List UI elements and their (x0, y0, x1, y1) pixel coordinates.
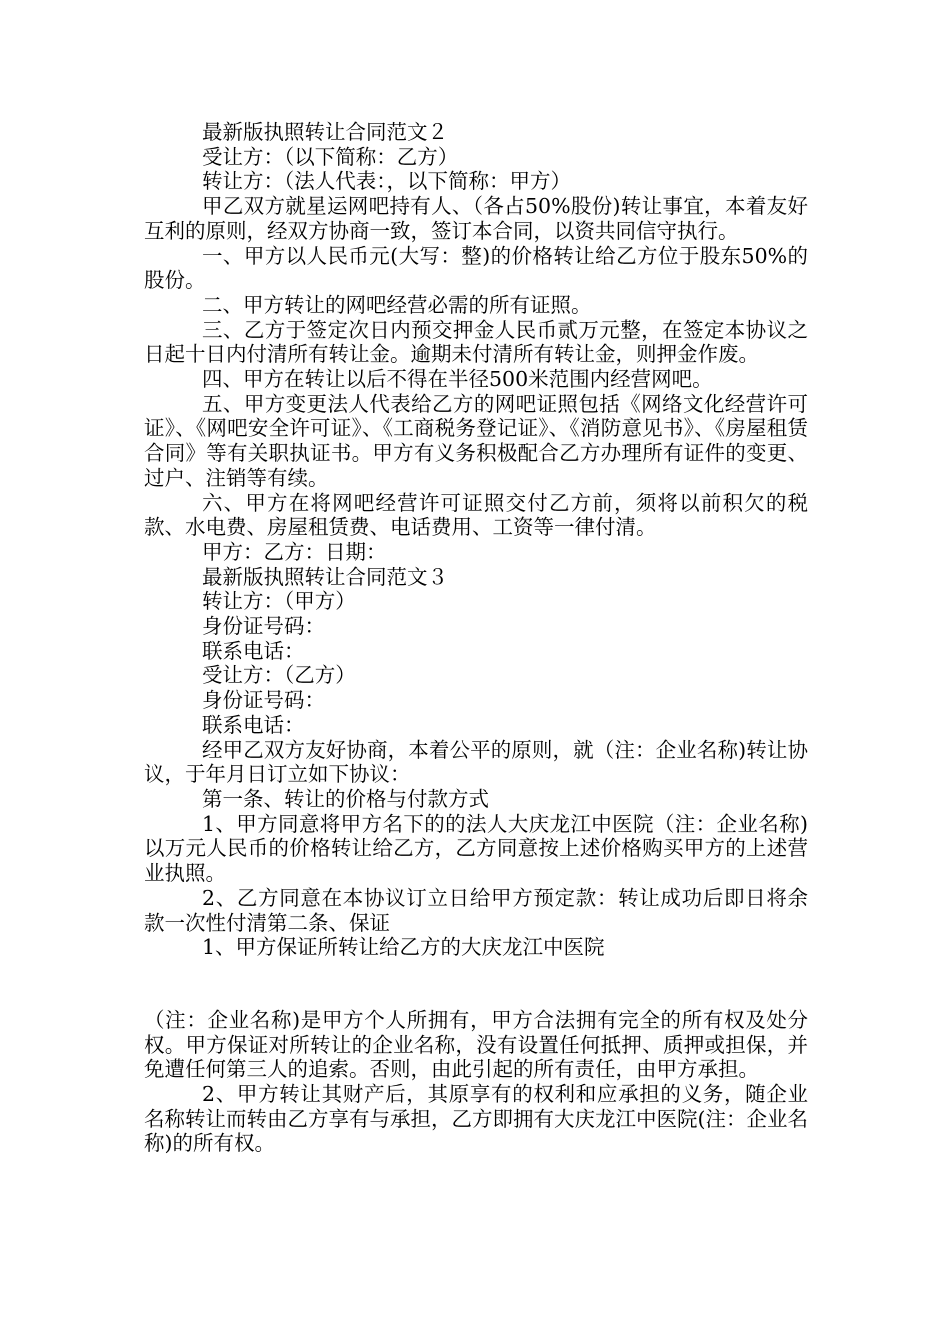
transferee-line: 受让方：（以下简称：乙方） (202, 144, 459, 169)
transferee-party: 受让方：（乙方） (202, 663, 356, 688)
clause-1: 一、甲方以人民币元(大写：整)的价格转让给乙方位于股东50%的股份。 (144, 243, 808, 293)
article-1-item-2: 2、乙方同意在本协议订立日给甲方预定款：转让成功后即日将余款一次性付清第二条、保证 (144, 885, 808, 935)
section-title-3: 最新版执照转让合同范文３ (202, 564, 448, 589)
transferor-line: 转让方：（法人代表：，以下简称：甲方） (202, 169, 571, 194)
clause-2: 二、甲方转让的网吧经营必需的所有证照。 (202, 292, 592, 317)
article-2-item-2: 2、甲方转让其财产后，其原享有的权利和应承担的义务，随企业名称转让而转由乙方享有与承担，乙方即拥有大庆龙江中医院(注：企业名称)的所有权。 (144, 1082, 808, 1156)
transferor-phone: 联系电话： (202, 638, 305, 663)
article-2-item-1: 1、甲方保证所转让给乙方的大庆龙江中医院 (202, 935, 605, 960)
preamble-paragraph: 甲乙双方就星运网吧持有人、（各占50%股份)转让事宜，本着友好互利的原则，经双方协商一致，签订本合同，以资共同信守执行。 (144, 194, 808, 243)
signature-line: 甲方：乙方：日期： (202, 539, 387, 564)
document-page (144, 120, 808, 1156)
clause-4: 四、甲方在转让以后不得在半径500米范围内经营网吧。 (202, 367, 713, 392)
clause-6: 六、甲方在将网吧经营许可证照交付乙方前，须将以前积欠的税款、水电费、房屋租赁费、电话费用、工资等一律付清。 (144, 490, 808, 540)
article-1-item-1: 1、甲方同意将甲方名下的的法人大庆龙江中医院（注：企业名称)以万元人民币的价格转让给乙方，乙方同意按上述价格购买甲方的上述营业执照。 (144, 811, 808, 886)
clause-5: 五、甲方变更法人代表给乙方的网吧证照包括《网络文化经营许可证》、《网吧安全许可证》、《工商税务登记证》、《消防意见书》、《房屋租赁合同》等有关职执证书。甲方有义务积极配合乙方办理所有证件的变更、过户、注销等有续。 (144, 391, 808, 490)
transferor-id-number: 身份证号码： (202, 614, 325, 639)
section-title-2: 最新版执照转让合同范文２ (202, 120, 448, 144)
agreement-intro: 经甲乙双方友好协商，本着公平的原则，就（注：企业名称)转让协议，于年月日订立如下协议： (144, 737, 808, 787)
article-2-item-1-continued: （注：企业名称)是甲方个人所拥有，甲方合法拥有完全的所有权及处分权。甲方保证对所转让的企业名称，没有设置任何抵押、质押或担保，并免遭任何第三人的追索。否则，由此引起的所有责任，由甲方承担。 (144, 1007, 808, 1082)
transferor-party: 转让方：（甲方） (202, 589, 356, 614)
transferee-id-number: 身份证号码： (202, 688, 325, 713)
article-1-heading: 第一条、转让的价格与付款方式 (202, 786, 489, 811)
clause-3: 三、乙方于签定次日内预交押金人民币贰万元整，在签定本协议之日起十日内付清所有转让金。逾期未付清所有转让金，则押金作废。 (144, 317, 808, 367)
transferee-phone: 联系电话： (202, 712, 305, 737)
